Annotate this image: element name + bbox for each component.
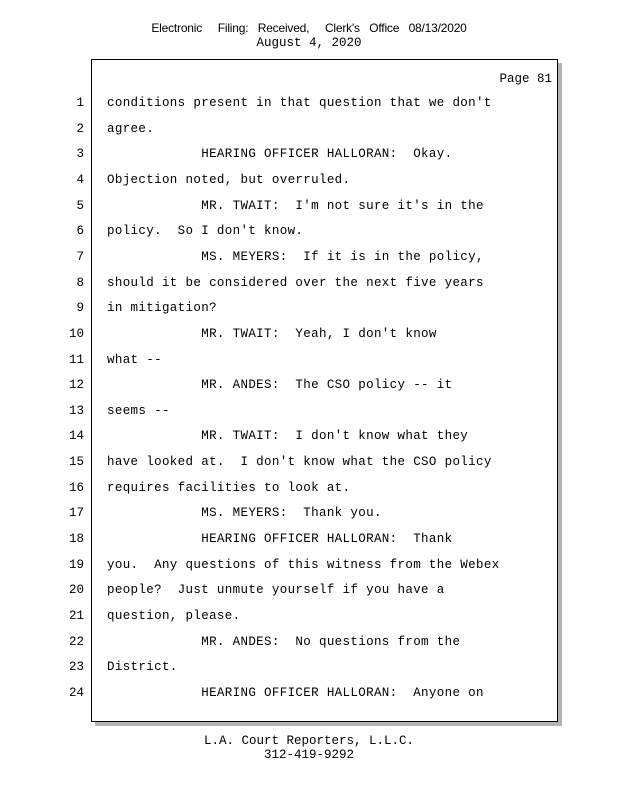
line-text: people? Just unmute yourself if you have a xyxy=(107,583,445,598)
line-text: MR. TWAIT: I don't know what they xyxy=(107,429,469,444)
transcript-line xyxy=(0,172,560,188)
transcript-line xyxy=(0,352,560,368)
transcript-line xyxy=(0,454,560,470)
line-number: 6 xyxy=(76,224,84,239)
filing-stamp: Electronic Filing: Received, Clerk's Office 08/13/2020 xyxy=(151,21,467,35)
transcript-line xyxy=(0,121,560,137)
line-text: HEARING OFFICER HALLORAN: Thank xyxy=(107,532,453,547)
line-text: you. Any questions of this witness from the Webex xyxy=(107,557,500,572)
line-number: 22 xyxy=(68,634,84,649)
line-number: 21 xyxy=(68,609,84,623)
transcript-line xyxy=(0,249,560,265)
line-text: have looked at. I don't know what the CSO policy xyxy=(107,455,492,470)
line-number: 15 xyxy=(68,455,84,470)
transcript-line xyxy=(0,377,560,393)
line-number: 3 xyxy=(76,147,84,162)
line-number: 12 xyxy=(68,378,84,393)
line-text: MS. MEYERS: Thank you. xyxy=(107,506,382,521)
line-number: 17 xyxy=(68,506,84,521)
transcript-line xyxy=(0,505,560,521)
line-text: MS. MEYERS: If it is in the policy, xyxy=(107,249,484,264)
transcript-line xyxy=(0,582,560,598)
line-number: 11 xyxy=(68,352,84,367)
line-text: should it be considered over the next five years xyxy=(107,275,484,290)
transcript-line xyxy=(0,634,560,650)
transcript-line xyxy=(0,95,560,111)
line-number: 7 xyxy=(76,249,84,264)
line-number: 20 xyxy=(68,583,84,598)
transcript-line xyxy=(0,685,560,701)
line-number: 1 xyxy=(76,96,84,110)
reporter-company: L.A. Court Reporters, L.L.C. xyxy=(203,734,415,748)
page-number: Page 81 xyxy=(499,72,552,86)
transcript-line xyxy=(0,531,560,547)
reporter-phone: 312-419-9292 xyxy=(263,748,354,762)
transcript-line xyxy=(0,403,560,419)
line-text: MR. TWAIT: Yeah, I don't know xyxy=(107,326,437,341)
transcript-line xyxy=(0,223,560,239)
line-number: 24 xyxy=(68,685,84,700)
transcript-line xyxy=(0,608,560,624)
line-number: 19 xyxy=(68,557,84,572)
line-number: 8 xyxy=(76,275,84,290)
page-footer xyxy=(0,734,618,762)
line-number: 4 xyxy=(76,172,84,187)
line-text: HEARING OFFICER HALLORAN: Anyone on xyxy=(107,685,484,700)
line-text: question, please. xyxy=(107,609,241,623)
line-text: MR. TWAIT: I'm not sure it's in the xyxy=(107,198,484,213)
line-number: 5 xyxy=(76,198,84,213)
line-text: in mitigation? xyxy=(107,301,217,316)
line-number: 14 xyxy=(68,429,84,444)
line-number: 9 xyxy=(76,301,84,316)
transcript-line xyxy=(0,146,560,162)
transcript-line xyxy=(0,326,560,342)
line-number: 13 xyxy=(68,403,84,418)
line-text: HEARING OFFICER HALLORAN: Okay. xyxy=(107,147,453,162)
transcript-line xyxy=(0,659,560,675)
line-number: 23 xyxy=(68,660,84,675)
line-number: 10 xyxy=(68,326,84,341)
line-text: agree. xyxy=(107,121,155,136)
transcript-date: August 4, 2020 xyxy=(256,36,362,50)
transcript-line xyxy=(0,275,560,291)
transcript-line xyxy=(0,557,560,573)
line-text: Objection noted, but overruled. xyxy=(107,172,351,187)
line-number: 2 xyxy=(76,121,84,136)
line-text: conditions present in that question that we don't xyxy=(107,96,492,110)
transcript-line xyxy=(0,480,560,496)
line-text: what -- xyxy=(107,352,162,367)
line-text: District. xyxy=(107,660,178,675)
line-text: policy. So I don't know. xyxy=(107,224,304,239)
line-text: MR. ANDES: No questions from the xyxy=(107,634,461,649)
transcript-line xyxy=(0,300,560,316)
line-text: MR. ANDES: The CSO policy -- it xyxy=(107,378,453,393)
line-number: 16 xyxy=(68,480,84,495)
line-text: requires facilities to look at. xyxy=(107,480,351,495)
transcript-line xyxy=(0,198,560,214)
transcript-line xyxy=(0,428,560,444)
line-number: 18 xyxy=(68,532,84,547)
line-text: seems -- xyxy=(107,403,170,418)
